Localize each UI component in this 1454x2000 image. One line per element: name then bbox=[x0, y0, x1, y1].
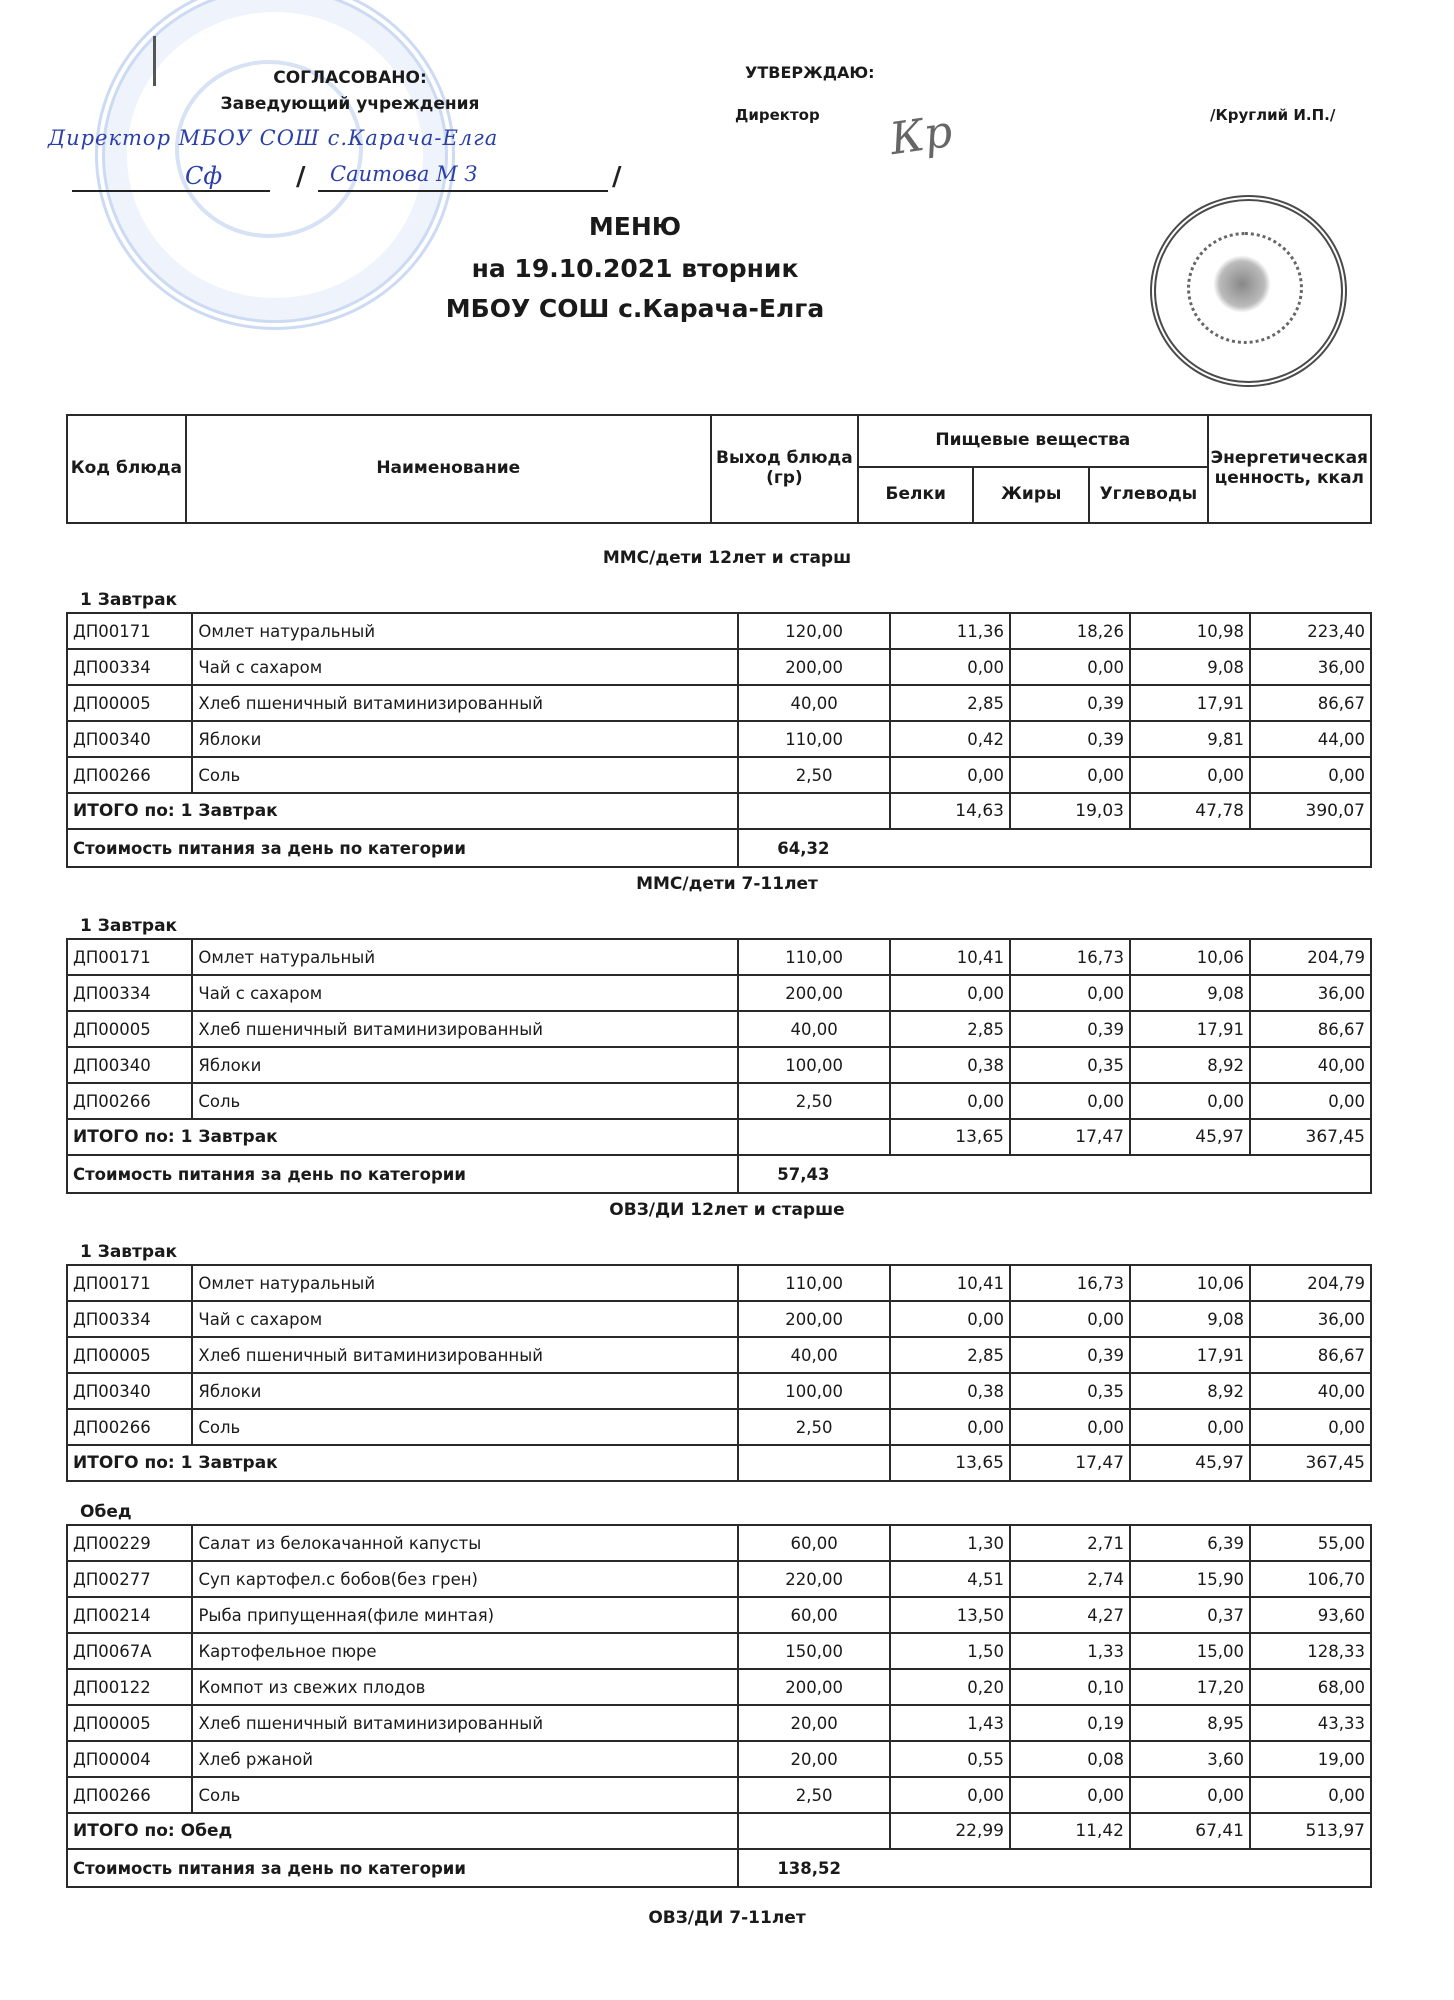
dish-carbs: 9,81 bbox=[1130, 721, 1250, 757]
menu-table-header bbox=[66, 414, 1372, 524]
table-row bbox=[67, 1337, 1371, 1373]
menu-table-section-3-breakfast bbox=[66, 1264, 1372, 1482]
dish-yield: 60,00 bbox=[738, 1525, 890, 1561]
table-row bbox=[67, 1301, 1371, 1337]
dish-yield: 20,00 bbox=[738, 1741, 890, 1777]
director-name: /Круглий И.П./ bbox=[1210, 106, 1336, 124]
total-row bbox=[67, 1119, 1371, 1155]
table-row bbox=[67, 1047, 1371, 1083]
dish-yield: 120,00 bbox=[738, 613, 890, 649]
name-line-left bbox=[318, 190, 608, 192]
dish-proteins: 10,41 bbox=[890, 939, 1010, 975]
table-row bbox=[67, 975, 1371, 1011]
dish-name: Яблоки bbox=[192, 1373, 738, 1409]
dish-yield: 110,00 bbox=[738, 1265, 890, 1301]
approved-by-role: Заведующий учреждения bbox=[220, 94, 480, 114]
school-name: МБОУ СОШ с.Карача-Елга bbox=[445, 294, 825, 323]
table-row bbox=[67, 1597, 1371, 1633]
dish-carbs: 3,60 bbox=[1130, 1741, 1250, 1777]
table-row bbox=[67, 757, 1371, 793]
total-kcal: 390,07 bbox=[1250, 793, 1371, 829]
dish-fats: 0,00 bbox=[1010, 1083, 1130, 1119]
cost-row bbox=[67, 1849, 1371, 1887]
section-title: ММС/дети 12лет и старш bbox=[602, 548, 852, 568]
dish-carbs: 9,08 bbox=[1130, 649, 1250, 685]
dish-fats: 16,73 bbox=[1010, 1265, 1130, 1301]
cost-value: 138,52 bbox=[738, 1849, 1371, 1887]
dish-kcal: 36,00 bbox=[1250, 975, 1371, 1011]
dish-yield: 150,00 bbox=[738, 1633, 890, 1669]
dish-proteins: 0,55 bbox=[890, 1741, 1010, 1777]
meal-title: Обед bbox=[80, 1502, 132, 1522]
dish-yield: 220,00 bbox=[738, 1561, 890, 1597]
dish-yield: 60,00 bbox=[738, 1597, 890, 1633]
dish-yield: 40,00 bbox=[738, 685, 890, 721]
total-proteins: 22,99 bbox=[890, 1813, 1010, 1849]
dish-code: ДП0067А bbox=[67, 1633, 192, 1669]
approved-by-title: СОГЛАСОВАНО: bbox=[273, 68, 427, 88]
handwritten-name: Саитова М З bbox=[330, 162, 478, 186]
dish-carbs: 6,39 bbox=[1130, 1525, 1250, 1561]
dish-proteins: 2,85 bbox=[890, 1337, 1010, 1373]
dish-yield: 200,00 bbox=[738, 1669, 890, 1705]
dish-code: ДП00334 bbox=[67, 1301, 192, 1337]
dish-kcal: 0,00 bbox=[1250, 1409, 1371, 1445]
total-fats: 17,47 bbox=[1010, 1445, 1130, 1481]
separator-slash: / bbox=[296, 162, 306, 192]
dish-fats: 0,39 bbox=[1010, 1011, 1130, 1047]
dish-code: ДП00229 bbox=[67, 1525, 192, 1561]
dish-kcal: 86,67 bbox=[1250, 1337, 1371, 1373]
approve-title: УТВЕРЖДАЮ: bbox=[745, 63, 875, 82]
total-carbs: 45,97 bbox=[1130, 1119, 1250, 1155]
dish-code: ДП00171 bbox=[67, 1265, 192, 1301]
dish-carbs: 0,00 bbox=[1130, 1409, 1250, 1445]
dish-name: Суп картофел.с бобов(без грен) bbox=[192, 1561, 738, 1597]
dish-kcal: 36,00 bbox=[1250, 649, 1371, 685]
dish-proteins: 1,43 bbox=[890, 1705, 1010, 1741]
table-row bbox=[67, 1083, 1371, 1119]
dish-proteins: 11,36 bbox=[890, 613, 1010, 649]
table-row bbox=[67, 1669, 1371, 1705]
dish-name: Соль bbox=[192, 1777, 738, 1813]
col-nutrients: Пищевые вещества bbox=[858, 415, 1208, 467]
dish-carbs: 8,92 bbox=[1130, 1373, 1250, 1409]
menu-table-section-2 bbox=[66, 938, 1372, 1194]
dish-name: Картофельное пюре bbox=[192, 1633, 738, 1669]
dish-name: Чай с сахаром bbox=[192, 975, 738, 1011]
dish-kcal: 19,00 bbox=[1250, 1741, 1371, 1777]
dish-carbs: 10,06 bbox=[1130, 939, 1250, 975]
table-row bbox=[67, 649, 1371, 685]
meal-title: 1 Завтрак bbox=[80, 1242, 178, 1262]
col-proteins: Белки bbox=[858, 467, 974, 523]
dish-kcal: 55,00 bbox=[1250, 1525, 1371, 1561]
total-carbs: 47,78 bbox=[1130, 793, 1250, 829]
dish-kcal: 0,00 bbox=[1250, 757, 1371, 793]
dish-kcal: 86,67 bbox=[1250, 1011, 1371, 1047]
cost-value: 64,32 bbox=[738, 829, 1371, 867]
dish-fats: 0,39 bbox=[1010, 1337, 1130, 1373]
dish-yield: 2,50 bbox=[738, 1083, 890, 1119]
total-fats: 19,03 bbox=[1010, 793, 1130, 829]
dish-fats: 0,00 bbox=[1010, 757, 1130, 793]
dish-name: Яблоки bbox=[192, 1047, 738, 1083]
table-row bbox=[67, 1011, 1371, 1047]
director-signature: Кр bbox=[886, 105, 956, 166]
table-row bbox=[67, 1633, 1371, 1669]
dish-code: ДП00005 bbox=[67, 1337, 192, 1373]
col-yield: Выход блюда (гр) bbox=[711, 415, 858, 523]
dish-fats: 1,33 bbox=[1010, 1633, 1130, 1669]
dish-proteins: 0,38 bbox=[890, 1373, 1010, 1409]
total-row bbox=[67, 1813, 1371, 1849]
section-title: ММС/дети 7-11лет bbox=[636, 874, 818, 894]
dish-code: ДП00266 bbox=[67, 1777, 192, 1813]
dish-proteins: 10,41 bbox=[890, 1265, 1010, 1301]
dish-kcal: 86,67 bbox=[1250, 685, 1371, 721]
dish-proteins: 0,00 bbox=[890, 1083, 1010, 1119]
table-row bbox=[67, 1525, 1371, 1561]
meal-title: 1 Завтрак bbox=[80, 590, 178, 610]
dish-code: ДП00005 bbox=[67, 685, 192, 721]
dish-carbs: 15,90 bbox=[1130, 1561, 1250, 1597]
dish-proteins: 2,85 bbox=[890, 685, 1010, 721]
dish-code: ДП00214 bbox=[67, 1597, 192, 1633]
dish-code: ДП00266 bbox=[67, 1083, 192, 1119]
dish-kcal: 128,33 bbox=[1250, 1633, 1371, 1669]
dish-carbs: 8,95 bbox=[1130, 1705, 1250, 1741]
meal-title: 1 Завтрак bbox=[80, 916, 178, 936]
dish-name: Чай с сахаром bbox=[192, 649, 738, 685]
dish-fats: 0,00 bbox=[1010, 1301, 1130, 1337]
dish-name: Омлет натуральный bbox=[192, 1265, 738, 1301]
table-row bbox=[67, 1265, 1371, 1301]
table-row bbox=[67, 1777, 1371, 1813]
total-kcal: 367,45 bbox=[1250, 1445, 1371, 1481]
dish-proteins: 1,30 bbox=[890, 1525, 1010, 1561]
dish-code: ДП00266 bbox=[67, 757, 192, 793]
dish-proteins: 0,00 bbox=[890, 1301, 1010, 1337]
menu-table-section-1 bbox=[66, 612, 1372, 868]
document-date: на 19.10.2021 вторник bbox=[471, 254, 799, 283]
dish-name: Салат из белокачанной капусты bbox=[192, 1525, 738, 1561]
dish-name: Чай с сахаром bbox=[192, 1301, 738, 1337]
dish-carbs: 15,00 bbox=[1130, 1633, 1250, 1669]
dish-name: Яблоки bbox=[192, 721, 738, 757]
total-carbs: 67,41 bbox=[1130, 1813, 1250, 1849]
dish-fats: 0,39 bbox=[1010, 685, 1130, 721]
dish-proteins: 1,50 bbox=[890, 1633, 1010, 1669]
dish-carbs: 0,00 bbox=[1130, 757, 1250, 793]
total-fats: 11,42 bbox=[1010, 1813, 1130, 1849]
dish-code: ДП00340 bbox=[67, 721, 192, 757]
dish-proteins: 0,00 bbox=[890, 757, 1010, 793]
table-row bbox=[67, 685, 1371, 721]
dish-carbs: 17,91 bbox=[1130, 685, 1250, 721]
dish-yield: 20,00 bbox=[738, 1705, 890, 1741]
dish-kcal: 40,00 bbox=[1250, 1047, 1371, 1083]
total-row bbox=[67, 1445, 1371, 1481]
dish-code: ДП00171 bbox=[67, 939, 192, 975]
dish-fats: 0,08 bbox=[1010, 1741, 1130, 1777]
cost-label: Стоимость питания за день по категории bbox=[67, 1849, 738, 1887]
dish-fats: 0,35 bbox=[1010, 1047, 1130, 1083]
dish-code: ДП00004 bbox=[67, 1741, 192, 1777]
dish-proteins: 0,00 bbox=[890, 1409, 1010, 1445]
document-title: МЕНЮ bbox=[588, 212, 682, 241]
dish-proteins: 4,51 bbox=[890, 1561, 1010, 1597]
dish-yield: 40,00 bbox=[738, 1337, 890, 1373]
table-row bbox=[67, 939, 1371, 975]
section-title: ОВЗ/ДИ 12лет и старше bbox=[609, 1200, 845, 1220]
dish-carbs: 17,91 bbox=[1130, 1011, 1250, 1047]
table-row bbox=[67, 1373, 1371, 1409]
cost-row bbox=[67, 1155, 1371, 1193]
dish-code: ДП00171 bbox=[67, 613, 192, 649]
dish-proteins: 0,20 bbox=[890, 1669, 1010, 1705]
cost-value: 57,43 bbox=[738, 1155, 1371, 1193]
separator-slash: / bbox=[612, 162, 622, 192]
total-proteins: 14,63 bbox=[890, 793, 1010, 829]
table-row bbox=[67, 613, 1371, 649]
dish-carbs: 10,06 bbox=[1130, 1265, 1250, 1301]
dish-fats: 4,27 bbox=[1010, 1597, 1130, 1633]
dish-proteins: 2,85 bbox=[890, 1011, 1010, 1047]
signature-line-left bbox=[72, 190, 270, 192]
dish-fats: 0,19 bbox=[1010, 1705, 1130, 1741]
dish-name: Соль bbox=[192, 757, 738, 793]
dish-yield: 110,00 bbox=[738, 721, 890, 757]
handwritten-role: Директор МБОУ СОШ с.Карача-Елга bbox=[48, 126, 499, 150]
dish-carbs: 9,08 bbox=[1130, 1301, 1250, 1337]
dish-kcal: 223,40 bbox=[1250, 613, 1371, 649]
margin-mark bbox=[153, 36, 156, 86]
dish-proteins: 0,00 bbox=[890, 1777, 1010, 1813]
cost-label: Стоимость питания за день по категории bbox=[67, 1155, 738, 1193]
dish-carbs: 0,00 bbox=[1130, 1777, 1250, 1813]
dish-carbs: 17,91 bbox=[1130, 1337, 1250, 1373]
dish-name: Хлеб пшеничный витаминизированный bbox=[192, 1705, 738, 1741]
col-carbs: Углеводы bbox=[1089, 467, 1208, 523]
dish-proteins: 0,00 bbox=[890, 975, 1010, 1011]
dish-fats: 2,71 bbox=[1010, 1525, 1130, 1561]
dish-carbs: 17,20 bbox=[1130, 1669, 1250, 1705]
dish-yield: 200,00 bbox=[738, 1301, 890, 1337]
dish-yield: 200,00 bbox=[738, 649, 890, 685]
dish-proteins: 0,42 bbox=[890, 721, 1010, 757]
dish-kcal: 68,00 bbox=[1250, 1669, 1371, 1705]
dish-name: Рыба припущенная(филе минтая) bbox=[192, 1597, 738, 1633]
table-row bbox=[67, 1409, 1371, 1445]
dish-kcal: 204,79 bbox=[1250, 939, 1371, 975]
dish-proteins: 13,50 bbox=[890, 1597, 1010, 1633]
dish-kcal: 36,00 bbox=[1250, 1301, 1371, 1337]
total-label: ИТОГО по: 1 Завтрак bbox=[67, 1445, 738, 1481]
total-yield bbox=[738, 1813, 890, 1849]
total-label: ИТОГО по: 1 Завтрак bbox=[67, 793, 738, 829]
dish-kcal: 44,00 bbox=[1250, 721, 1371, 757]
table-row bbox=[67, 1561, 1371, 1597]
total-label: ИТОГО по: Обед bbox=[67, 1813, 738, 1849]
dish-carbs: 10,98 bbox=[1130, 613, 1250, 649]
dish-fats: 0,00 bbox=[1010, 1777, 1130, 1813]
total-carbs: 45,97 bbox=[1130, 1445, 1250, 1481]
dish-yield: 2,50 bbox=[738, 1777, 890, 1813]
total-kcal: 367,45 bbox=[1250, 1119, 1371, 1155]
col-name: Наименование bbox=[186, 415, 711, 523]
dish-carbs: 0,00 bbox=[1130, 1083, 1250, 1119]
total-yield bbox=[738, 1445, 890, 1481]
dish-kcal: 0,00 bbox=[1250, 1083, 1371, 1119]
total-label: ИТОГО по: 1 Завтрак bbox=[67, 1119, 738, 1155]
cost-row bbox=[67, 829, 1371, 867]
dish-yield: 100,00 bbox=[738, 1047, 890, 1083]
dish-kcal: 0,00 bbox=[1250, 1777, 1371, 1813]
section-title: ОВЗ/ДИ 7-11лет bbox=[648, 1908, 806, 1928]
col-code: Код блюда bbox=[67, 415, 186, 523]
dish-name: Омлет натуральный bbox=[192, 939, 738, 975]
dish-fats: 2,74 bbox=[1010, 1561, 1130, 1597]
total-proteins: 13,65 bbox=[890, 1445, 1010, 1481]
dish-name: Соль bbox=[192, 1409, 738, 1445]
total-proteins: 13,65 bbox=[890, 1119, 1010, 1155]
dish-proteins: 0,38 bbox=[890, 1047, 1010, 1083]
dish-code: ДП00005 bbox=[67, 1705, 192, 1741]
dish-fats: 0,10 bbox=[1010, 1669, 1130, 1705]
dish-kcal: 40,00 bbox=[1250, 1373, 1371, 1409]
handwritten-signature-left: Сф bbox=[185, 162, 223, 190]
dish-name: Компот из свежих плодов bbox=[192, 1669, 738, 1705]
dish-name: Соль bbox=[192, 1083, 738, 1119]
dish-yield: 100,00 bbox=[738, 1373, 890, 1409]
table-row bbox=[67, 721, 1371, 757]
dish-code: ДП00334 bbox=[67, 649, 192, 685]
col-fats: Жиры bbox=[973, 467, 1089, 523]
dish-fats: 16,73 bbox=[1010, 939, 1130, 975]
dish-proteins: 0,00 bbox=[890, 649, 1010, 685]
dish-code: ДП00122 bbox=[67, 1669, 192, 1705]
table-row bbox=[67, 1705, 1371, 1741]
dish-carbs: 9,08 bbox=[1130, 975, 1250, 1011]
dish-kcal: 43,33 bbox=[1250, 1705, 1371, 1741]
total-yield bbox=[738, 1119, 890, 1155]
approve-role: Директор bbox=[735, 106, 820, 124]
dish-name: Хлеб пшеничный витаминизированный bbox=[192, 685, 738, 721]
dish-fats: 0,00 bbox=[1010, 649, 1130, 685]
dish-name: Хлеб пшеничный витаминизированный bbox=[192, 1011, 738, 1047]
dish-yield: 40,00 bbox=[738, 1011, 890, 1047]
dish-name: Омлет натуральный bbox=[192, 613, 738, 649]
dish-code: ДП00340 bbox=[67, 1373, 192, 1409]
dish-fats: 0,35 bbox=[1010, 1373, 1130, 1409]
dish-code: ДП00340 bbox=[67, 1047, 192, 1083]
dish-code: ДП00277 bbox=[67, 1561, 192, 1597]
total-fats: 17,47 bbox=[1010, 1119, 1130, 1155]
dish-kcal: 204,79 bbox=[1250, 1265, 1371, 1301]
dish-yield: 2,50 bbox=[738, 757, 890, 793]
dish-code: ДП00334 bbox=[67, 975, 192, 1011]
dish-name: Хлеб ржаной bbox=[192, 1741, 738, 1777]
dish-code: ДП00005 bbox=[67, 1011, 192, 1047]
dish-name: Хлеб пшеничный витаминизированный bbox=[192, 1337, 738, 1373]
cost-label: Стоимость питания за день по категории bbox=[67, 829, 738, 867]
dish-yield: 2,50 bbox=[738, 1409, 890, 1445]
dish-fats: 0,39 bbox=[1010, 721, 1130, 757]
dish-carbs: 0,37 bbox=[1130, 1597, 1250, 1633]
dish-carbs: 8,92 bbox=[1130, 1047, 1250, 1083]
dish-fats: 18,26 bbox=[1010, 613, 1130, 649]
dish-kcal: 93,60 bbox=[1250, 1597, 1371, 1633]
dish-fats: 0,00 bbox=[1010, 975, 1130, 1011]
dish-fats: 0,00 bbox=[1010, 1409, 1130, 1445]
total-kcal: 513,97 bbox=[1250, 1813, 1371, 1849]
menu-table-section-3-lunch bbox=[66, 1524, 1372, 1888]
dish-yield: 200,00 bbox=[738, 975, 890, 1011]
dish-kcal: 106,70 bbox=[1250, 1561, 1371, 1597]
dish-code: ДП00266 bbox=[67, 1409, 192, 1445]
table-row bbox=[67, 1741, 1371, 1777]
total-row bbox=[67, 793, 1371, 829]
total-yield bbox=[738, 793, 890, 829]
dish-yield: 110,00 bbox=[738, 939, 890, 975]
col-energy: Энергетическая ценность, ккал bbox=[1208, 415, 1371, 523]
